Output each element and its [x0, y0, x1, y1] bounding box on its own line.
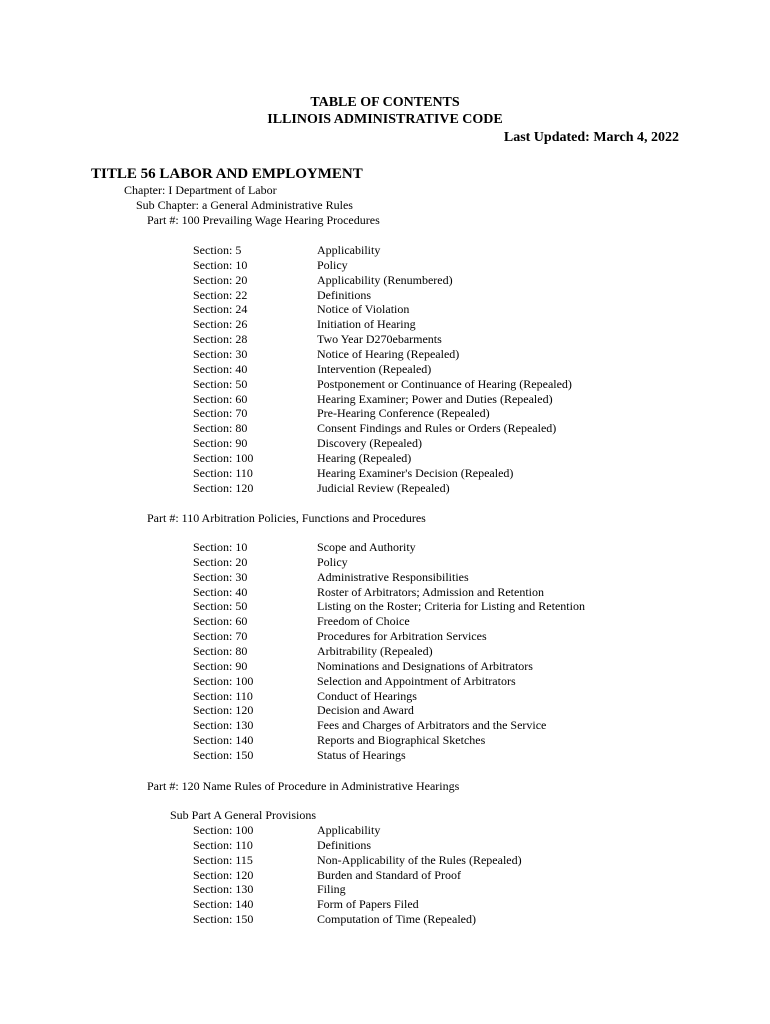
- section-row: [193, 406, 663, 420]
- section-title: Scope and Authority: [317, 540, 416, 554]
- section-title: Selection and Appointment of Arbitrators: [317, 673, 516, 688]
- section-row: [193, 659, 663, 673]
- section-title: Notice of Violation: [317, 302, 410, 317]
- section-row: [193, 748, 663, 762]
- section-title: Computation of Time (Repealed): [317, 912, 476, 927]
- section-title: Fees and Charges of Arbitrators and the Service: [317, 718, 547, 733]
- section-row: [193, 332, 663, 346]
- part-120-label: Part #: 120 Name Rules of Procedure in Administrative Hearings: [147, 779, 460, 793]
- section-row: [193, 838, 663, 852]
- chapter-line: Chapter: I Department of Labor: [124, 183, 277, 197]
- section-row: [193, 555, 663, 569]
- section-title: Listing on the Roster; Criteria for Listing and Retention: [317, 599, 585, 614]
- section-title: Arbitrability (Repealed): [317, 643, 433, 658]
- section-row: [193, 273, 663, 287]
- section-number: Section: 28: [193, 332, 248, 347]
- section-number: Section: 30: [193, 569, 248, 584]
- section-row: [193, 585, 663, 599]
- section-number: Section: 70: [193, 629, 248, 644]
- section-row: [193, 243, 663, 257]
- section-title: Definitions: [317, 837, 371, 852]
- section-title: Postponement or Continuance of Hearing (Repealed): [317, 376, 572, 391]
- section-number: Section: 60: [193, 614, 248, 629]
- section-number: Section: 80: [193, 421, 248, 436]
- section-number: Section: 150: [193, 747, 254, 762]
- section-row: [193, 823, 663, 837]
- section-number: Section: 90: [193, 436, 248, 451]
- section-title: Conduct of Hearings: [317, 688, 417, 703]
- section-title: Form of Papers Filed: [317, 897, 419, 912]
- section-row: [193, 733, 663, 747]
- section-row: [193, 481, 663, 495]
- section-title: Administrative Responsibilities: [317, 569, 469, 584]
- section-title: Pre-Hearing Conference (Repealed): [317, 406, 490, 421]
- section-number: Section: 140: [193, 733, 254, 748]
- section-number: Section: 100: [193, 823, 254, 837]
- section-number: Section: 90: [193, 658, 248, 673]
- subchapter-line: Sub Chapter: a General Administrative Rules: [136, 198, 353, 212]
- section-number: Section: 120: [193, 867, 254, 882]
- section-row: [193, 868, 663, 882]
- section-number: Section: 50: [193, 599, 248, 614]
- section-title: Reports and Biographical Sketches: [317, 733, 486, 748]
- section-title: Applicability: [317, 823, 381, 837]
- section-number: Section: 110: [193, 688, 253, 703]
- section-row: [193, 674, 663, 688]
- section-title: Burden and Standard of Proof: [317, 867, 461, 882]
- section-row: [193, 644, 663, 658]
- section-row: [193, 436, 663, 450]
- section-number: Section: 70: [193, 406, 248, 421]
- section-number: Section: 130: [193, 882, 254, 897]
- section-title: Definitions: [317, 287, 371, 302]
- section-row: [193, 288, 663, 302]
- section-title: Policy: [317, 554, 348, 569]
- section-title: Freedom of Choice: [317, 614, 410, 629]
- section-row: [193, 629, 663, 643]
- section-title: Procedures for Arbitration Services: [317, 629, 487, 644]
- section-number: Section: 60: [193, 391, 248, 406]
- section-row: [193, 853, 663, 867]
- section-row: [193, 897, 663, 911]
- last-updated: Last Updated: March 4, 2022: [503, 130, 679, 145]
- section-number: Section: 120: [193, 703, 254, 718]
- section-title: Status of Hearings: [317, 747, 406, 762]
- part-110-label: Part #: 110 Arbitration Policies, Functions and Procedures: [147, 511, 426, 525]
- section-title: Intervention (Repealed): [317, 361, 432, 376]
- section-row: [193, 614, 663, 628]
- section-row: [193, 570, 663, 584]
- section-row: [193, 599, 663, 613]
- section-title: Policy: [317, 257, 348, 272]
- section-number: Section: 10: [193, 540, 248, 554]
- section-number: Section: 10: [193, 257, 248, 272]
- section-number: Section: 40: [193, 584, 248, 599]
- section-row: [193, 912, 663, 926]
- section-row: [193, 466, 663, 480]
- section-number: Section: 50: [193, 376, 248, 391]
- section-number: Section: 110: [193, 837, 253, 852]
- section-title: Two Year D270ebarments: [317, 332, 442, 347]
- section-row: [193, 882, 663, 896]
- section-row: [193, 451, 663, 465]
- section-number: Section: 26: [193, 317, 248, 332]
- section-number: Section: 20: [193, 554, 248, 569]
- section-number: Section: 100: [193, 673, 254, 688]
- section-title: Notice of Hearing (Repealed): [317, 346, 460, 361]
- section-number: Section: 130: [193, 718, 254, 733]
- section-row: [193, 317, 663, 331]
- section-number: Section: 100: [193, 450, 254, 465]
- section-row: [193, 347, 663, 361]
- section-row: [193, 540, 663, 554]
- section-number: Section: 30: [193, 346, 248, 361]
- subpart-a-label: Sub Part A General Provisions: [170, 808, 316, 822]
- section-title: Judicial Review (Repealed): [317, 480, 450, 495]
- section-title: Roster of Arbitrators; Admission and Retention: [317, 584, 544, 599]
- section-row: [193, 421, 663, 435]
- section-title: Hearing (Repealed): [317, 450, 412, 465]
- section-title: Hearing Examiner's Decision (Repealed): [317, 465, 514, 480]
- section-number: Section: 20: [193, 272, 248, 287]
- section-number: Section: 115: [193, 852, 253, 867]
- toc-heading: TABLE OF CONTENTS: [310, 95, 460, 110]
- section-title: Decision and Award: [317, 703, 414, 718]
- code-heading: ILLINOIS ADMINISTRATIVE CODE: [267, 112, 503, 127]
- part-100-label: Part #: 100 Prevailing Wage Hearing Procedures: [147, 213, 380, 227]
- section-number: Section: 110: [193, 465, 253, 480]
- section-row: [193, 377, 663, 391]
- section-row: [193, 258, 663, 272]
- section-number: Section: 40: [193, 361, 248, 376]
- section-row: [193, 362, 663, 376]
- section-title: Applicability (Renumbered): [317, 272, 453, 287]
- section-title: Non-Applicability of the Rules (Repealed): [317, 852, 522, 867]
- section-row: [193, 302, 663, 316]
- title-heading: TITLE 56 LABOR AND EMPLOYMENT: [91, 166, 363, 182]
- section-title: Discovery (Repealed): [317, 436, 422, 451]
- section-number: Section: 120: [193, 480, 254, 495]
- section-title: Filing: [317, 882, 346, 897]
- section-title: Applicability: [317, 243, 381, 257]
- section-row: [193, 689, 663, 703]
- section-title: Hearing Examiner; Power and Duties (Repealed): [317, 391, 553, 406]
- section-title: Consent Findings and Rules or Orders (Repealed): [317, 421, 557, 436]
- section-row: [193, 703, 663, 717]
- section-number: Section: 22: [193, 287, 248, 302]
- section-number: Section: 140: [193, 897, 254, 912]
- section-number: Section: 80: [193, 643, 248, 658]
- section-number: Section: 5: [193, 243, 242, 257]
- section-number: Section: 24: [193, 302, 248, 317]
- section-title: Initiation of Hearing: [317, 317, 416, 332]
- section-row: [193, 392, 663, 406]
- section-number: Section: 150: [193, 912, 254, 927]
- section-title: Nominations and Designations of Arbitrators: [317, 658, 533, 673]
- section-row: [193, 718, 663, 732]
